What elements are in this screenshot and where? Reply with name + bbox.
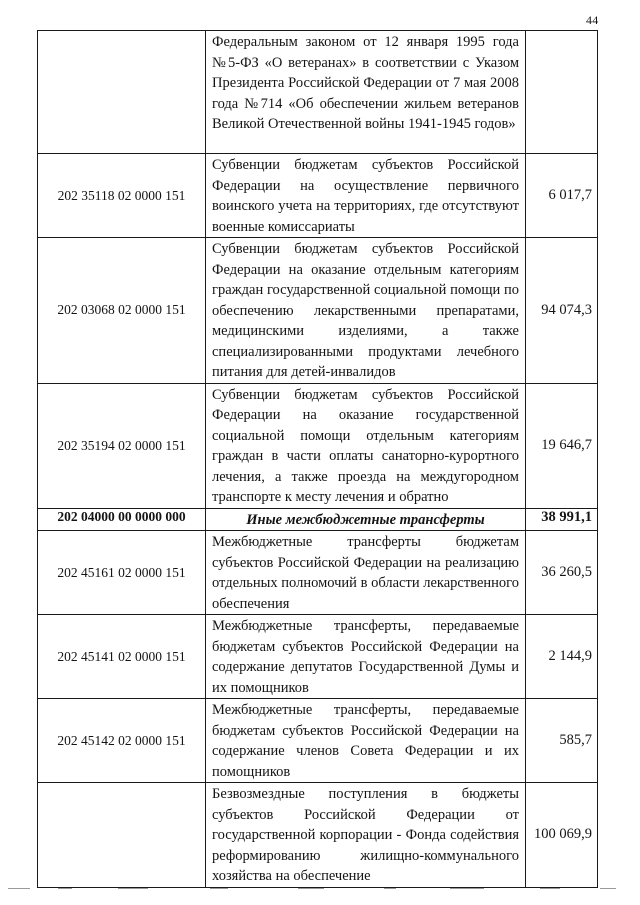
revenue-name: Межбюджетные трансферты, передаваемые бюджетам субъектов Российской Федерации на содержание депутатов Государственной Думы и их помощников bbox=[206, 615, 526, 699]
budget-code: 202 35194 02 0000 151 bbox=[38, 383, 206, 508]
table-row-group-total bbox=[38, 508, 598, 531]
amount bbox=[526, 31, 598, 154]
budget-code: 202 35118 02 0000 151 bbox=[38, 154, 206, 238]
amount: 36 260,5 bbox=[526, 531, 598, 615]
revenue-name: Субвенции бюджетам субъектов Российской Федерации на оказание отдельным категориям граждан государственной социальной помощи по обеспечению лекарственными препаратами, медицинскими изделиями, а также специализированными продуктами лечебного питания для детей-инвалидов bbox=[206, 238, 526, 384]
table-row bbox=[38, 238, 598, 384]
amount: 38 991,1 bbox=[526, 508, 598, 531]
budget-code: 202 03068 02 0000 151 bbox=[38, 238, 206, 384]
table-row bbox=[38, 531, 598, 615]
budget-revenue-table bbox=[37, 30, 598, 888]
amount: 2 144,9 bbox=[526, 615, 598, 699]
amount: 19 646,7 bbox=[526, 383, 598, 508]
budget-code bbox=[38, 783, 206, 888]
table-row bbox=[38, 383, 598, 508]
table-row bbox=[38, 783, 598, 888]
revenue-name: Иные межбюджетные трансферты bbox=[206, 508, 526, 531]
table-row bbox=[38, 154, 598, 238]
budget-code: 202 45142 02 0000 151 bbox=[38, 699, 206, 783]
amount: 6 017,7 bbox=[526, 154, 598, 238]
amount: 585,7 bbox=[526, 699, 598, 783]
amount: 100 069,9 bbox=[526, 783, 598, 888]
table-row bbox=[38, 615, 598, 699]
scan-edge-marks bbox=[0, 888, 640, 898]
table-row bbox=[38, 699, 598, 783]
budget-code: 202 45141 02 0000 151 bbox=[38, 615, 206, 699]
table-row bbox=[38, 31, 598, 154]
revenue-name: Межбюджетные трансферты, передаваемые бюджетам субъектов Российской Федерации на содержание членов Совета Федерации и их помощников bbox=[206, 699, 526, 783]
budget-code: 202 04000 00 0000 000 bbox=[38, 508, 206, 531]
page-number: 44 bbox=[586, 13, 599, 27]
amount: 94 074,3 bbox=[526, 238, 598, 384]
budget-code bbox=[38, 31, 206, 154]
revenue-name: Межбюджетные трансферты бюджетам субъектов Российской Федерации на реализацию отдельных полномочий в области лекарственного обеспечения bbox=[206, 531, 526, 615]
revenue-name: Субвенции бюджетам субъектов Российской Федерации на осуществление первичного воинского учета на территориях, где отсутствуют военные комиссариаты bbox=[206, 154, 526, 238]
revenue-name: Субвенции бюджетам субъектов Российской Федерации на оказание государственной социальной помощи отдельным категориям граждан в части оплаты санаторно-курортного лечения, а также проезда на междугородном транспорте к месту лечения и обратно bbox=[206, 383, 526, 508]
revenue-name: Безвозмездные поступления в бюджеты субъектов Российской Федерации от государственной корпорации - Фонда содействия реформированию жилищно-коммунального хозяйства на обеспечение bbox=[206, 783, 526, 888]
revenue-name: Федеральным законом от 12 января 1995 года №5-ФЗ «О ветеранах» в соответствии с Указом Президента Российской Федерации от 7 мая 2008 года №714 «Об обеспечении жильем ветеранов Великой Отечественной войны 1941-1945 годов» bbox=[206, 31, 526, 154]
budget-code: 202 45161 02 0000 151 bbox=[38, 531, 206, 615]
